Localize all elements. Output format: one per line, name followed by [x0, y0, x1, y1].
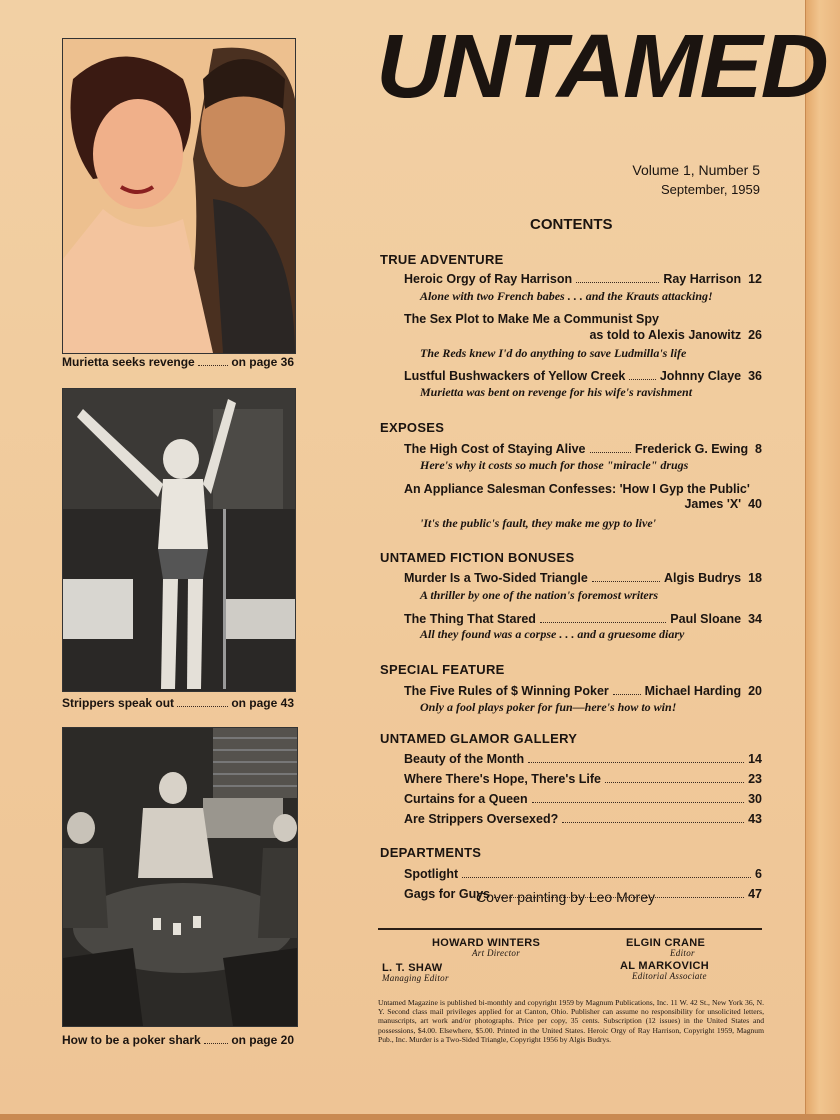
contents-heading: CONTENTS	[530, 216, 613, 233]
caption-text: Strippers speak out	[62, 696, 175, 710]
entry-page: 30	[748, 792, 762, 806]
staff-role: Managing Editor	[382, 973, 449, 983]
entry-title: Where There's Hope, There's Life	[404, 772, 601, 786]
toc-entry	[380, 571, 762, 585]
entry-title: Are Strippers Oversexed?	[404, 812, 559, 826]
leader-dots	[613, 684, 641, 695]
page-bottom-edge	[0, 1114, 840, 1120]
entry-page: 23	[748, 772, 762, 786]
leader-dots	[204, 1034, 229, 1044]
toc-entry	[380, 272, 762, 286]
caption-page-ref: on page 20	[231, 1033, 294, 1047]
entry-title: The Five Rules of $ Winning Poker	[404, 684, 609, 698]
toc-entry	[380, 369, 762, 383]
caption-text: How to be a poker shark	[62, 1033, 201, 1047]
entry-blurb: Only a fool plays poker for fun—here's how to win!	[420, 700, 677, 714]
photo-poker-game	[62, 727, 298, 1027]
entry-author: Frederick G. Ewing	[634, 442, 749, 456]
entry-title: Heroic Orgy of Ray Harrison	[404, 272, 573, 286]
leader-dots	[540, 612, 666, 623]
entry-page: 14	[748, 752, 762, 766]
toc-entry	[380, 752, 762, 766]
section-heading-special: SPECIAL FEATURE	[380, 662, 505, 677]
staff-name: ELGIN CRANE	[626, 937, 706, 949]
entry-page: 36	[748, 369, 762, 383]
entry-author: Michael Harding	[644, 684, 742, 698]
entry-author: James 'X'	[684, 497, 742, 511]
staff-credit	[432, 937, 540, 958]
entry-title: The Thing That Stared	[404, 612, 536, 626]
entry-page: 8	[755, 442, 762, 456]
entry-author: Algis Budrys	[664, 571, 742, 585]
leader-dots	[562, 812, 744, 823]
toc-entry	[380, 867, 762, 881]
entry-blurb: 'It's the public's fault, they make me gyp to live'	[420, 516, 656, 530]
entry-author: Paul Sloane	[670, 612, 742, 626]
entry-blurb: A thriller by one of the nation's foremost writers	[420, 588, 659, 602]
magazine-title: UNTAMED	[376, 17, 827, 117]
toc-entry	[380, 772, 762, 786]
toc-entry	[380, 482, 762, 511]
cover-credit: Cover painting by Leo Morey	[476, 889, 655, 905]
caption-text: Murietta seeks revenge	[62, 355, 195, 369]
entry-title: Lustful Bushwackers of Yellow Creek	[404, 369, 626, 383]
entry-title: Curtains for a Queen	[404, 792, 528, 806]
leader-dots	[576, 272, 659, 283]
toc-entry	[380, 312, 762, 342]
toc-entry	[380, 812, 762, 826]
staff-credit	[626, 937, 705, 958]
entry-title: Beauty of the Month	[404, 752, 525, 766]
entry-page: 18	[748, 571, 762, 585]
staff-name: HOWARD WINTERS	[432, 937, 541, 949]
entry-page: 20	[748, 684, 762, 698]
entry-page: 47	[748, 887, 762, 901]
toc-entry	[380, 442, 762, 456]
entry-page: 12	[748, 272, 762, 286]
entry-blurb: The Reds knew I'd do anything to save Ludmilla's life	[420, 346, 687, 360]
toc-entry	[380, 684, 762, 698]
illustration-murietta	[62, 38, 296, 354]
caption-page-ref: on page 36	[231, 355, 294, 369]
entry-title: The High Cost of Staying Alive	[404, 442, 586, 456]
staff-credit	[382, 962, 449, 983]
leader-dots	[462, 867, 751, 878]
entry-author: Johnny Claye	[659, 369, 742, 383]
entry-title: Spotlight	[404, 867, 459, 881]
entry-page: 34	[748, 612, 762, 626]
entry-blurb: All they found was a corpse . . . and a gruesome diary	[420, 627, 685, 641]
entry-author: as told to Alexis Janowitz	[589, 328, 742, 342]
leader-dots	[198, 356, 229, 366]
staff-role: Editorial Associate	[632, 971, 707, 981]
page-edge	[805, 0, 840, 1120]
section-heading-glamor: UNTAMED GLAMOR GALLERY	[380, 731, 578, 746]
leader-dots	[177, 697, 228, 707]
leader-dots	[590, 442, 631, 453]
staff-role: Art Director	[472, 948, 521, 958]
entry-page: 43	[748, 812, 762, 826]
entry-blurb: Alone with two French babes . . . and the Krauts attacking!	[420, 289, 713, 303]
entry-page: 40	[748, 497, 762, 511]
entry-title: An Appliance Salesman Confesses: 'How I Gyp the Public'	[404, 482, 750, 496]
caption-1	[62, 355, 294, 369]
issue-date: September, 1959	[660, 182, 760, 197]
volume-number: Volume 1, Number 5	[632, 162, 760, 178]
section-heading-fiction: UNTAMED FICTION BONUSES	[380, 550, 575, 565]
staff-role: Editor	[670, 948, 695, 958]
publication-notice: Untamed Magazine is published bi-monthly and copyright 1959 by Magnum Publications, Inc. 11 W. 42 St., New York 36, N. Y. Second class mail privileges applied for at Canton, Ohio. Publisher can assume no responsibility for unsolicited letters, manuscripts, art work and/or photographs. Price per copy, 35 cents. Subscription (12 issues) in the United States and possessions, $4.00. Elsewhere, $5.00. Printed in the United States. Heroic Orgy of Ray Harrison, Copyright 1959, Magnum Pub., Inc. Murder is a Two-Sided Triangle, Copyright 1956 by Algis Budrys.	[378, 998, 764, 1044]
divider-rule	[378, 928, 762, 930]
entry-blurb: Murietta was bent on revenge for his wife's ravishment	[420, 385, 693, 399]
photo-stripper	[62, 388, 296, 692]
leader-dots	[629, 369, 655, 380]
leader-dots	[592, 571, 660, 582]
entry-blurb: Here's why it costs so much for those "miracle" drugs	[420, 458, 689, 472]
entry-page: 26	[748, 328, 762, 342]
caption-2	[62, 696, 294, 710]
staff-credit	[620, 960, 709, 981]
caption-page-ref: on page 43	[231, 696, 294, 710]
entry-title: Murder Is a Two-Sided Triangle	[404, 571, 588, 585]
caption-3	[62, 1033, 294, 1047]
entry-title: Gags for Guys	[404, 887, 491, 901]
toc-entry	[380, 612, 762, 626]
entry-page: 6	[755, 867, 762, 881]
toc-entry	[380, 792, 762, 806]
section-heading-true-adventure: TRUE ADVENTURE	[380, 252, 504, 267]
leader-dots	[528, 752, 744, 763]
section-heading-exposes: EXPOSES	[380, 420, 445, 435]
table-of-contents	[380, 250, 762, 901]
staff-name: L. T. SHAW	[382, 962, 443, 974]
entry-title: The Sex Plot to Make Me a Communist Spy	[404, 312, 659, 326]
leader-dots	[532, 792, 744, 803]
leader-dots	[605, 772, 744, 783]
section-heading-departments: DEPARTMENTS	[380, 845, 482, 860]
entry-author: Ray Harrison	[663, 272, 742, 286]
staff-name: AL MARKOVICH	[620, 960, 709, 972]
